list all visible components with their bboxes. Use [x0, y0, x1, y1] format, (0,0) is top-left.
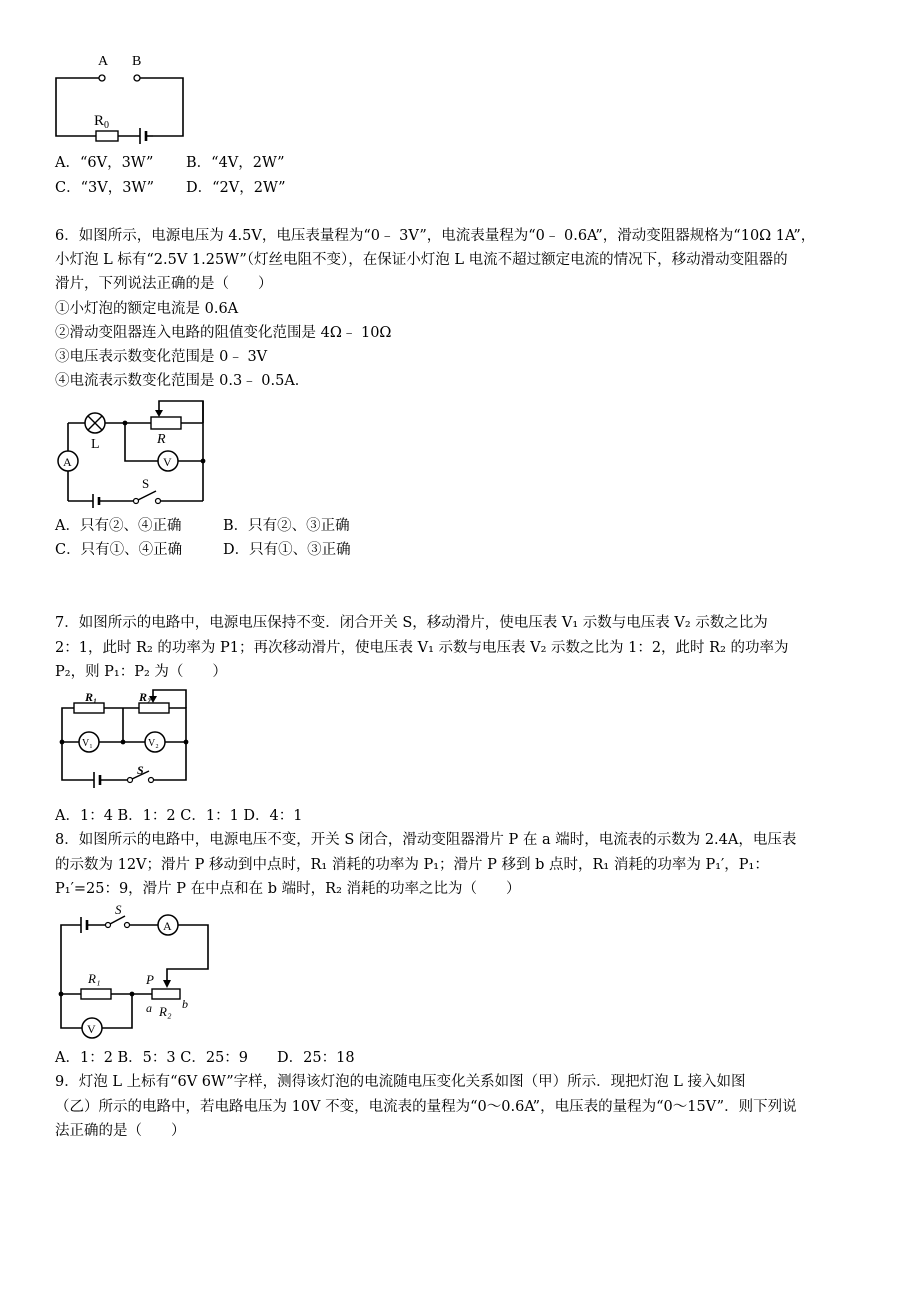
q8-ammeter-label: A	[163, 919, 172, 933]
q7-stem-line-3: P₂，则 P₁：P₂ 为（ ）	[55, 664, 227, 680]
lamp-label: L	[91, 437, 100, 452]
r2-label: R₂	[139, 690, 152, 704]
q6-options-row-1	[55, 515, 350, 537]
rheostat-r2	[139, 703, 169, 713]
switch-label: S	[142, 476, 150, 491]
q5-option-d[interactable]: D．“2V，2W”	[186, 180, 286, 196]
q8-switch-label: S	[115, 902, 122, 917]
q6-statement-1: ①小灯泡的额定电流是 0.6A	[55, 301, 239, 317]
q8-resistor-r1	[81, 989, 111, 999]
q8-voltmeter-label: V	[87, 1022, 96, 1036]
q7-stem-line-1: 7．如图所示的电路中，电源电压保持不变．闭合开关 S，移动滑片，使电压表 V₁ 示数与电压表 V₂ 示数之比为	[55, 615, 768, 631]
q6-statement-4: ④电流表示数变化范围是 0.3﹣ 0.5A．	[55, 373, 310, 389]
q8-circuit-diagram	[55, 902, 220, 1042]
q6-statement-2: ②滑动变阻器连入电路的阻值变化范围是 4Ω﹣ 10Ω	[55, 325, 392, 341]
q8-rheostat-r2	[152, 989, 180, 999]
q6-option-c[interactable]: C．只有①、④正确	[55, 542, 183, 558]
q7-options[interactable]: A．1：4 B．1：2 C．1：1 D．4：1	[55, 808, 303, 824]
q5-options-row-2	[55, 177, 286, 199]
q5-option-c[interactable]: C．“3V，3W”	[55, 180, 155, 196]
resistor-r1	[74, 703, 104, 713]
q8-r2-label: R₂	[159, 1004, 172, 1019]
ammeter-label: A	[63, 455, 72, 469]
q9-stem-line-3: 法正确的是（ ）	[55, 1123, 186, 1139]
q6-option-b[interactable]: B．只有②、③正确	[223, 518, 350, 534]
q6-statement-3: ③电压表示数变化范围是 0﹣ 3V	[55, 349, 268, 365]
q8-stem-line-3: P₁′=25：9，滑片 P 在中点和在 b 端时，R₂ 消耗的功率之比为（ ）	[55, 881, 521, 897]
resistor-r0-label: $R_0$	[94, 113, 110, 131]
q5-circuit-diagram	[50, 50, 195, 145]
q7-circuit-diagram	[55, 686, 200, 786]
rheostat-r	[151, 417, 181, 429]
q8-switch-lever	[110, 916, 125, 924]
q7-stem-line-2: 2：1，此时 R₂ 的功率为 P1；再次移动滑片，使电压表 V₁ 示数与电压表 V₂ 示数之比为 1：2，此时 R₂ 的功率为	[55, 640, 789, 656]
q8-r1-label: R₁	[88, 971, 101, 986]
q9-stem-line-1: 9．灯泡 L 上标有“6V 6W”字样，测得该灯泡的电流随电压变化关系如图（甲）所示．现把灯泡 L 接入如图	[55, 1074, 746, 1090]
q6-stem-line-1: 6．如图所示，电源电压为 4.5V，电压表量程为“0﹣ 3V”，电流表量程为“0﹣ 0.6A”，滑动变阻器规格为“10Ω 1A”，	[55, 228, 816, 244]
q8-stem-line-1: 8．如图所示的电路中，电源电压不变，开关 S 闭合，滑动变阻器滑片 P 在 a 端时，电流表的示数为 2.4A，电压表	[55, 832, 797, 848]
r1-label: R₁	[85, 690, 98, 704]
q8-options[interactable]: A．1：2 B．5：3 C．25：9 D．25：18	[55, 1050, 355, 1066]
rheostat-label: R	[157, 432, 166, 447]
slider-p-label: P	[146, 972, 154, 987]
q5-option-a[interactable]: A．“6V，3W”	[55, 155, 154, 171]
resistor-r0	[96, 131, 118, 141]
q5-option-b[interactable]: B．“4V，2W”	[186, 155, 285, 171]
q6-stem-line-2: 小灯泡 L 标有“2.5V 1.25W”（灯丝电阻不变），在保证小灯泡 L 电流不超过额定电流的情况下，移动滑动变阻器的	[55, 252, 788, 268]
v2-label: V₂	[148, 738, 159, 749]
q6-stem-line-3: 滑片，下列说法正确的是（ ）	[55, 276, 273, 292]
q5-options-row-1	[55, 152, 285, 174]
q9-stem-line-2: （乙）所示的电路中，若电路电压为 10V 不变，电流表的量程为“0～0.6A”，电压表的量程为“0～15V”．则下列说	[55, 1099, 797, 1115]
q7-switch-label: S	[137, 763, 144, 777]
switch-lever	[138, 491, 156, 500]
end-b-label: b	[182, 997, 188, 1011]
v1-label: V₁	[82, 738, 93, 749]
end-a-label: a	[146, 1001, 152, 1015]
voltmeter-label: V	[163, 455, 172, 469]
terminal-b-label: B	[132, 54, 142, 69]
terminal-a-label: A	[98, 54, 109, 69]
q6-options-row-2	[55, 539, 351, 561]
q6-option-a[interactable]: A．只有②、④正确	[55, 518, 182, 534]
q6-circuit-diagram	[55, 398, 215, 506]
q6-option-d[interactable]: D．只有①、③正确	[223, 542, 351, 558]
q8-stem-line-2: 的示数为 12V；滑片 P 移动到中点时，R₁ 消耗的功率为 P₁；滑片 P 移到 b 点时，R₁ 消耗的功率为 P₁′，P₁：	[55, 857, 769, 873]
